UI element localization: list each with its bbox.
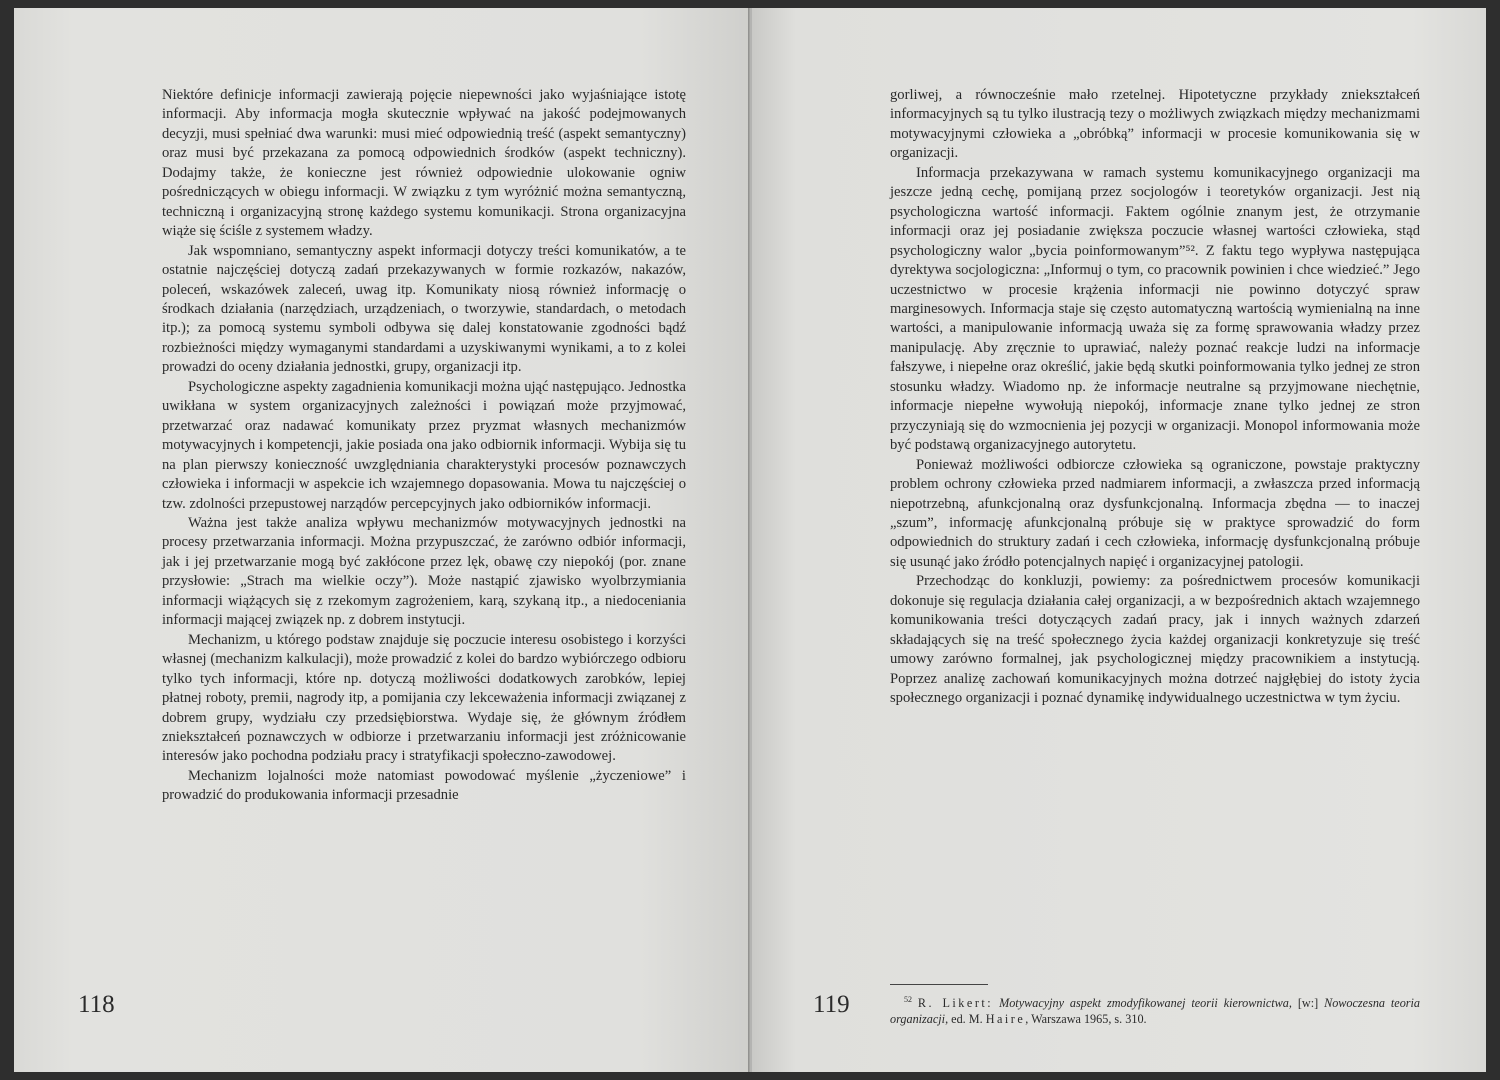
paragraph: Ważna jest także analiza wpływu mechanizmów motywacyjnych jednostki na procesy przetwarzania informacji. Można przypuszczać, że zarówno odbiór informacji, jak i jej przetwarzanie mogą być zakłócone przez lęk, obawę czy niepokój (por. znane przysłowie: „Strach ma wielkie oczy”). Może nastąpić zjawisko wyolbrzymiania informacji wiążących się z rzekomym zagrożeniem, karą, szykaną itp., a niedoceniania informacji mającej związek np. z dobrem instytucji. <box>162 514 686 629</box>
footnote-editor: Haire <box>985 1011 1026 1026</box>
page-number: 119 <box>813 991 850 1018</box>
footnote-rest: , Warszawa 1965, s. 310. <box>1025 1011 1147 1026</box>
footnote-divider <box>890 984 988 985</box>
paragraph: Mechanizm lojalności może natomiast powodować myślenie „życzeniowe” i prowadzić do produkowania informacji przesadnie <box>162 767 686 804</box>
paragraph: Niektóre definicje informacji zawierają pojęcie niepewności jako wyjaśniające istotę informacji. Aby informacja mogła skutecznie wpływać na jakość podejmowanych decyzji, musi spełniać dwa warunki: musi mieć odpowiednią treść (aspekt semantyczny) oraz musi być przekazana za pomocą odpowiednich środków (aspekt techniczny). Dodajmy także, że konieczne jest również odpowiednie ulokowanie ogniw pośredniczących w obiegu informacji. W związku z tym wyróżnić można semantyczną, techniczną i organizacyjną stronę każdego systemu komunikacji. Strona organizacyjna wiąże się ściśle z systemem władzy. <box>162 87 686 240</box>
footnote-in: [w:] <box>1291 996 1325 1011</box>
paragraph: Ponieważ możliwości odbiorcze człowieka są ograniczone, powstaje praktyczny problem ochrony człowieka przed nadmiarem informacji, a zwłaszcza przed informacją niepotrzebną, afunkcjonalną oraz dysfunkcjonalną. Informacja zbędna — to inaczej „szum”, informację afunkcjonalną próbuje się w praktyce sprowadzić do form odpowiednich do struktury zadań i cech człowieka, informację dysfunkcjonalną próbuje się usunąć jako źródło potencjalnych napięć i organizacyjnej patologii. <box>890 456 1420 570</box>
paragraph: Mechanizm, u którego podstaw znajduje się poczucie interesu osobistego i korzyści własnej (mechanizm kalkulacji), może prowadzić z kolei do bardzo wybiórczego odbioru tylko tych informacji, które np. dotyczą możliwości dodatkowych zarobków, lepiej płatnej roboty, premii, nagrody itp, a pomijania czy lekceważenia informacji związanej z dobrem grupy, wydziału czy przedsiębiorstwa. Wydaje się, że głównym źródłem zniekształceń poznawczych w odbiorze i przetwarzaniu informacji jest zróżnicowanie interesów jako pochodna podziału pracy i stratyfikacji społeczno-zawodowej. <box>162 631 686 765</box>
paragraph: Przechodząc do konkluzji, powiemy: za pośrednictwem procesów komunikacji dokonuje się regulacja działania całej organizacji, a w bezpośrednich aktach wzajemnego komunikowania treści dotyczących zadań pracy, jak i innych ważnych zdarzeń składających się na treść społecznego życia każdej organizacji konkretyzuje się treść umowy zarówno formalnej, jak psychologicznej między pracownikiem a instytucją. Poprzez analizę zachowań komunikacyjnych można dotrzeć najgłębiej do istoty życia społecznego organizacji i poznać dynamikę indywidualnego uczestnictwa w tym życiu. <box>890 573 1420 707</box>
footnote-author: R. Likert: <box>917 996 994 1011</box>
left-page <box>14 8 750 1072</box>
footnote-number: 52 <box>904 995 912 1004</box>
paragraph: Informacja przekazywana w ramach systemu komunikacyjnego organizacji ma jeszcze jedną cechę, pomijaną przez socjologów i teoretyków organizacji. Jest nią psychologiczna wartość informacji. Faktem ogólnie znanym jest, że otrzymanie informacji oraz jej posiadanie zwiększa poczucie własnej wartości człowieka, stąd psychologiczny walor „bycia poinformowanym”⁵². Z faktu tego wypływa następująca dyrektywa socjologiczna: „Informuj o tym, co pracownik powinien i chce wiedzieć.” Jego uczestnictwo w procesie krążenia informacji nie powinno dotyczyć spraw marginesowych. Informacja staje się często automatyczną wartością wymienialną na inne wartości, a manipulowanie informacją uważa się za formę sprawowania władzy przez manipulację. Aby zręcznie to uprawiać, należy poznać reakcje ludzi na informacje fałszywe, i niepełne oraz określić, jakie będą skutki poinformowania tylko jednej ze stron stosunku władzy. Wiadomo np. że informacje neutralne są przyjmowane niechętnie, informacje niepełne wywołują niepokój, informacje znane tylko jednej ze stron przyczyniają się do wzmocnienia jej pozycji w organizacji. Monopol informowania może być podstawą organizacyjnego autorytetu. <box>890 164 1420 454</box>
left-page-text <box>162 86 686 806</box>
paragraph: Jak wspomniano, semantyczny aspekt informacji dotyczy treści komunikatów, a te ostatnie najczęściej dotyczą zadań przekazywanych w formie rozkazów, nakazów, poleceń, wskazówek zaleceń, uwag itp. Komunikaty niosą również informację o środkach działania (narzędziach, urządzeniach, o tworzywie, standardach, o metodach itp.); za pomocą systemu symboli odbywa się dalej konstatowanie zgodności bądź rozbieżności między wymaganymi standardami a uzyskiwanymi wynikami, a to z kolei prowadzi do oceny działania jednostki, grupy, organizacji itp. <box>162 242 686 376</box>
paragraph: gorliwej, a równocześnie mało rzetelnej. Hipotetyczne przykłady zniekształceń informacyjnych są tu tylko ilustracją tezy o możliwych związkach między mechanizmami motywacyjnymi człowieka a „obróbką” informacji w procesie komunikowania się w organizacji. <box>890 87 1420 162</box>
right-page <box>752 8 1486 1072</box>
paragraph: Psychologiczne aspekty zagadnienia komunikacji można ująć następująco. Jednostka uwikłana w system organizacyjnych zależności i powiązań może przyjmować, przetwarzać oraz nadawać komunikaty przez pryzmat własnych mechanizmów motywacyjnych i kompetencji, jakie posiada ona jako odbiornik informacji. Wybija się tu na plan pierwszy konieczność uwzględniania charakterystyki procesów poznawczych człowieka i informacji w aspekcie ich wzajemnego dopasowania. Mowa tu najczęściej o tzw. zdolności przepustowej narządów percepcyjnych jako odbiorników informacji. <box>162 378 686 512</box>
footnote-editor-prefix: , ed. M. <box>945 1011 986 1026</box>
footnote <box>890 992 1420 1027</box>
footnote-book: Nowoczesna teoria organizacji <box>890 996 1421 1026</box>
right-page-text <box>890 86 1420 709</box>
footnote-title: Motywacyjny aspekt zmodyfikowanej teorii kierownictwa, <box>999 996 1292 1011</box>
page-number: 118 <box>78 991 115 1018</box>
